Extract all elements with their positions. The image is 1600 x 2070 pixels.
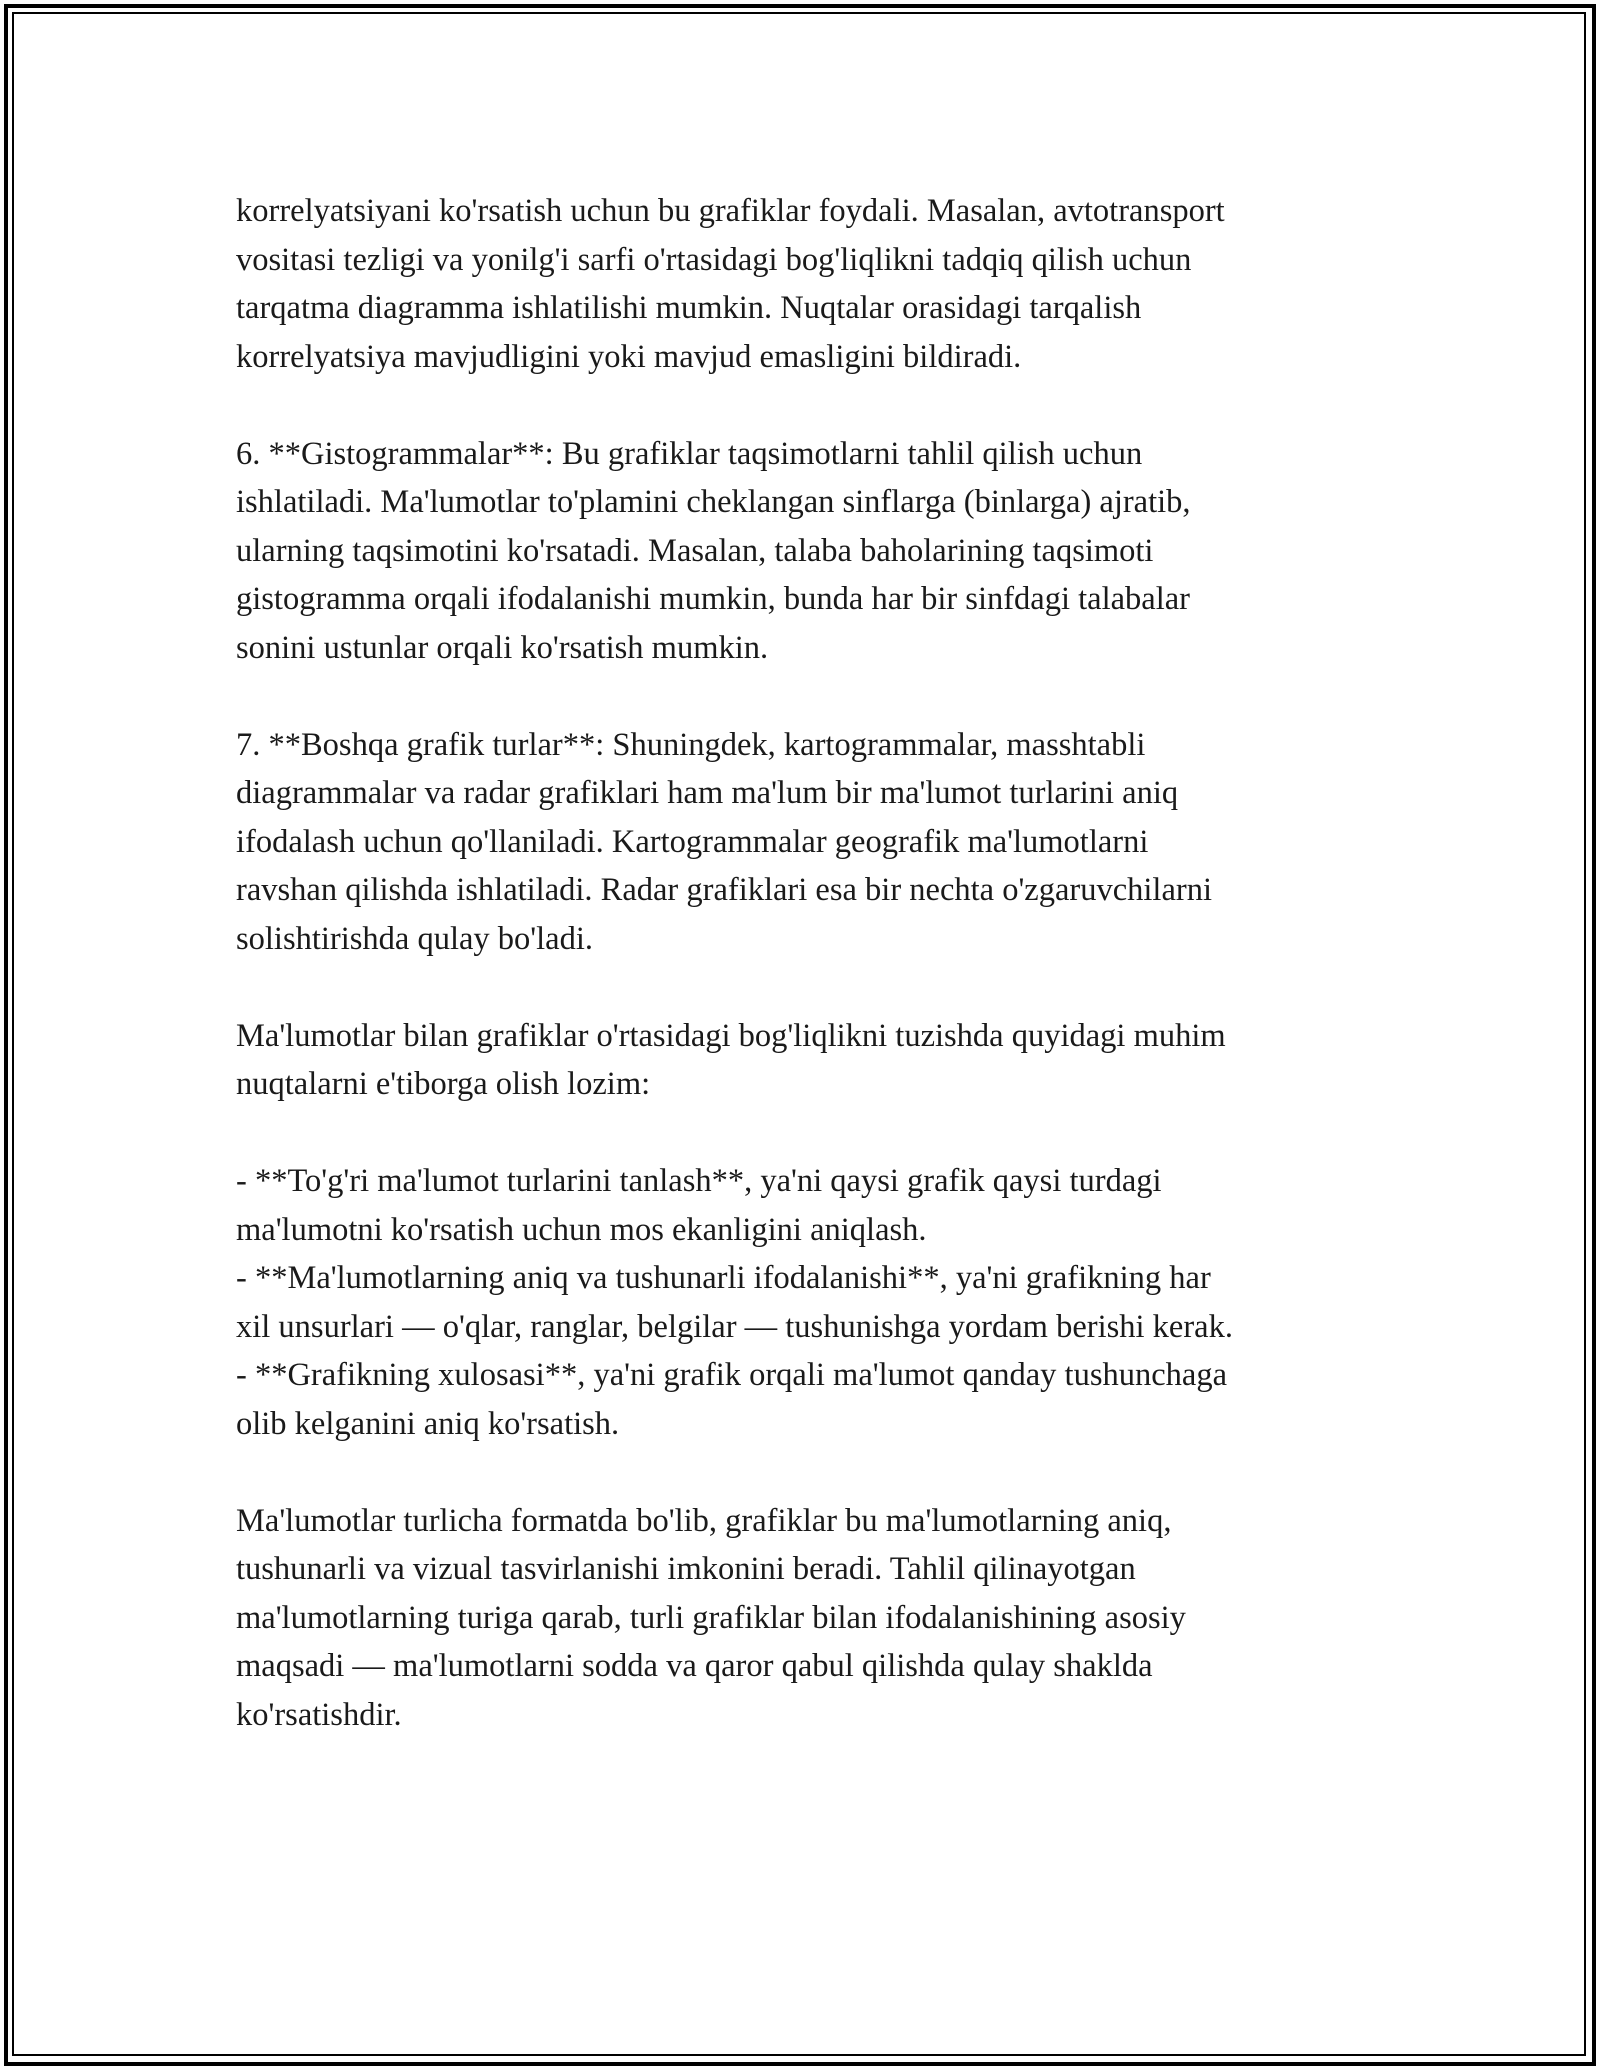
text-line: Ma'lumotlar turlicha formatda bo'lib, grafiklar bu ma'lumotlarning aniq,	[236, 1502, 1172, 1539]
paragraph-key-points-list	[236, 1157, 1406, 1448]
text-line: ma'lumotlarning turiga qarab, turli grafiklar bilan ifodalanishining asosiy	[236, 1599, 1186, 1636]
text-line: diagrammalar va radar grafiklari ham ma'lum bir ma'lumot turlarini aniq	[236, 775, 1179, 811]
text-line: korrelyatsiyani ko'rsatish uchun bu grafiklar foydali. Masalan, avtotransport	[236, 193, 1225, 229]
paragraph-other-chart-types	[236, 721, 1406, 964]
text-line: 6. **Gistogrammalar**: Bu grafiklar taqsimotlarni tahlil qilish uchun	[236, 435, 1143, 472]
text-line: nuqtalarni e'tiborga olish lozim:	[236, 1066, 651, 1102]
list-item-line: xil unsurlari — o'qlar, ranglar, belgilar — tushunishga yordam berishi kerak.	[236, 1308, 1233, 1345]
text-line: tushunarli va vizual tasvirlanishi imkonini beradi. Tahlil qilinayotgan	[236, 1551, 1136, 1587]
paragraph-key-points-intro	[236, 1012, 1406, 1109]
text-line: 7. **Boshqa grafik turlar**: Shuningdek, kartogrammalar, masshtabli	[236, 726, 1146, 763]
document-body	[236, 187, 1406, 1739]
text-line: ularning taqsimotini ko'rsatadi. Masalan, talaba baholarining taqsimoti	[236, 532, 1154, 569]
paragraph-histograms	[236, 430, 1406, 673]
text-line: korrelyatsiya mavjudligini yoki mavjud emasligini bildiradi.	[236, 338, 1022, 375]
text-line: sonini ustunlar orqali ko'rsatish mumkin.	[236, 629, 769, 666]
list-item-line: - **To'g'ri ma'lumot turlarini tanlash**, ya'ni qaysi grafik qaysi turdagi	[236, 1163, 1162, 1199]
text-line: ravshan qilishda ishlatiladi. Radar grafiklari esa bir nechta o'zgaruvchilarni	[236, 872, 1212, 908]
text-line: vositasi tezligi va yonilg'i sarfi o'rtasidagi bog'liqlikni tadqiq qilish uchun	[236, 241, 1192, 278]
list-item-line: ma'lumotni ko'rsatish uchun mos ekanligini aniqlash.	[236, 1211, 927, 1248]
text-line: gistogramma orqali ifodalanishi mumkin, bunda har bir sinfdagi talabalar	[236, 581, 1190, 617]
list-item-line: olib kelganini aniq ko'rsatish.	[236, 1405, 620, 1442]
text-line: Ma'lumotlar bilan grafiklar o'rtasidagi bog'liqlikni tuzishda quyidagi muhim	[236, 1017, 1226, 1054]
paragraph-scatter-plot	[236, 187, 1406, 381]
text-line: solishtirishda qulay bo'ladi.	[236, 920, 594, 957]
text-line: tarqatma diagramma ishlatilishi mumkin. Nuqtalar orasidagi tarqalish	[236, 290, 1142, 326]
paragraph-conclusion	[236, 1497, 1406, 1740]
text-line: maqsadi — ma'lumotlarni sodda va qaror qabul qilishda qulay shaklda	[236, 1648, 1153, 1684]
text-line: ko'rsatishdir.	[236, 1696, 402, 1733]
text-line: ifodalash uchun qo'llaniladi. Kartogrammalar geografik ma'lumotlarni	[236, 823, 1149, 860]
list-item-line: - **Grafikning xulosasi**, ya'ni grafik orqali ma'lumot qanday tushunchaga	[236, 1357, 1227, 1393]
list-item-line: - **Ma'lumotlarning aniq va tushunarli ifodalanishi**, ya'ni grafikning har	[236, 1260, 1211, 1296]
text-line: ishlatiladi. Ma'lumotlar to'plamini cheklangan sinflarga (binlarga) ajratib,	[236, 484, 1191, 520]
